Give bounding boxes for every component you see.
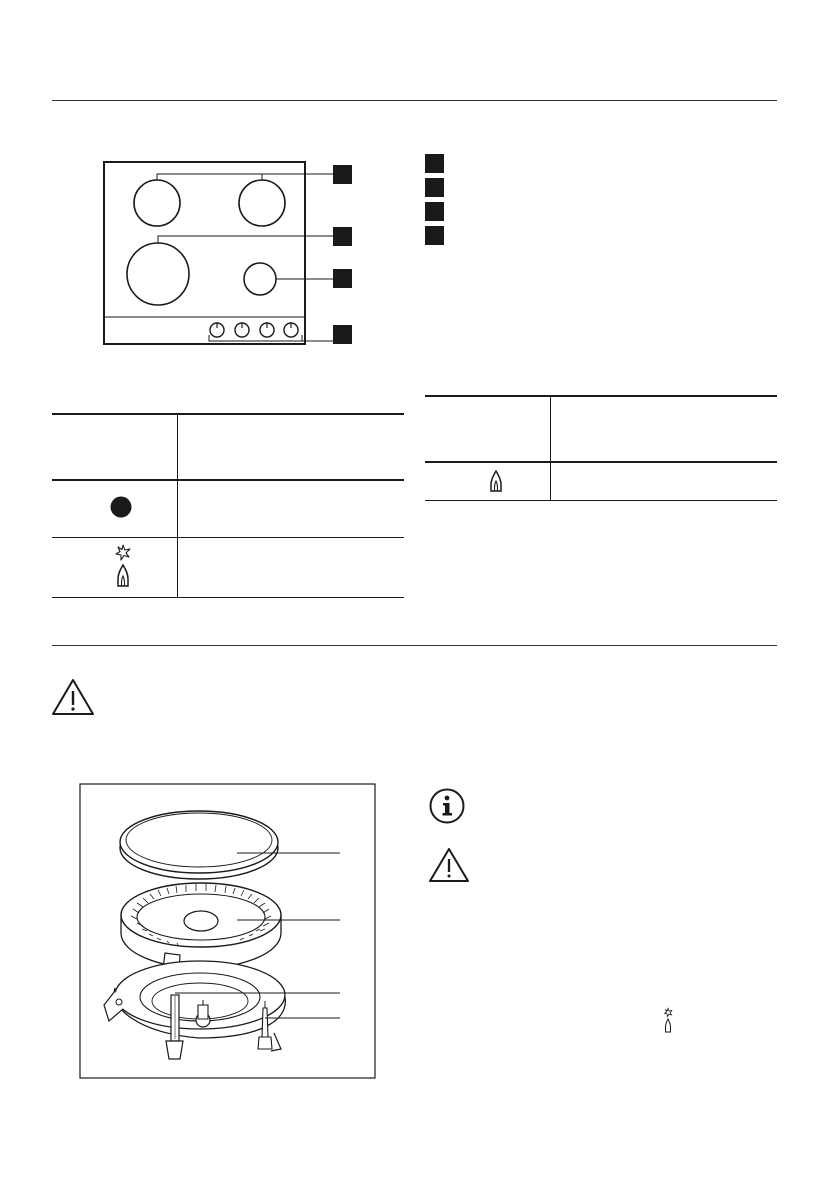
info-circle-icon — [429, 788, 465, 824]
ignition-candle — [262, 1008, 268, 1037]
hob-diagram — [100, 158, 360, 350]
filled-circle-icon — [109, 495, 133, 519]
burner-front-right — [244, 263, 276, 295]
table-top-rule — [52, 413, 404, 415]
burner-exploded-figure — [79, 783, 376, 1080]
callout-4 — [333, 325, 352, 344]
burner-front-left — [127, 243, 189, 305]
legend-marker-2 — [425, 178, 444, 197]
callout-1 — [333, 165, 352, 184]
callout-2 — [333, 227, 352, 246]
table-bottom-rule — [425, 500, 777, 501]
section-divider-top — [52, 100, 777, 101]
table-row-rule — [52, 537, 404, 538]
burner-rear-right — [239, 180, 285, 226]
table-column-divider — [550, 395, 551, 501]
table-header-rule — [52, 479, 404, 481]
burner-crown — [121, 883, 281, 971]
legend-marker-3 — [425, 202, 444, 221]
burner-rear-left — [134, 180, 180, 226]
table-header-rule — [425, 461, 777, 463]
table-bottom-rule — [52, 597, 404, 598]
warning-triangle-icon — [428, 847, 470, 883]
legend-marker-1 — [425, 154, 444, 173]
table-column-divider — [177, 413, 178, 598]
ignition-flame-icon — [662, 1007, 674, 1033]
ignition-flame-icon — [112, 543, 134, 589]
callout-3 — [333, 269, 352, 288]
symbols-table-left — [52, 413, 404, 598]
flame-icon — [489, 470, 503, 492]
legend-marker-4 — [425, 226, 444, 245]
control-knobs — [210, 323, 298, 337]
symbols-table-right — [425, 395, 777, 501]
warning-triangle-icon — [50, 677, 96, 717]
burner-cap — [120, 811, 278, 879]
table-top-rule — [425, 395, 777, 397]
section-divider-middle — [52, 645, 777, 646]
